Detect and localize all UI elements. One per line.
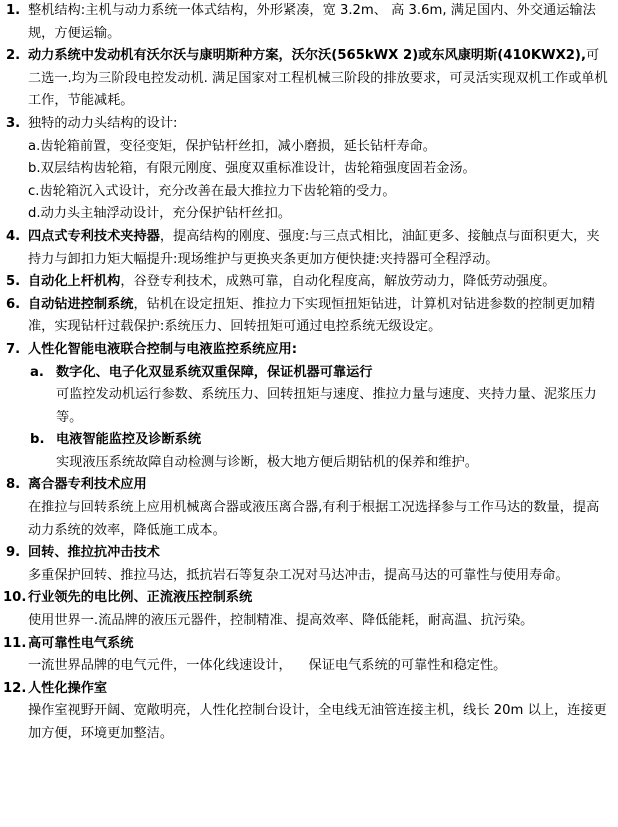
item-text: 使用世界一.流品牌的液压元器件，控制精准、提高效率、降低能耗，耐高温、抗污染。 <box>28 613 534 629</box>
sub-item-text: 实现液压系统故障自动检测与诊断，极大地方便后期钻机的保养和维护。 <box>56 454 478 470</box>
sub-line: b.双层结构齿轮箱，有限元刚度、强度双重标准设计，齿轮箱强度固若金汤。 <box>28 161 476 177</box>
sub-line: a.齿轮箱前置，变径变矩，保护钻杆丝扣，减小磨损，延长钻杆寿命。 <box>28 138 436 154</box>
list-item <box>0 226 618 271</box>
item-text: 一流世界品牌的电气元件，一体化线速设计， 保证电气系统的可靠性和稳定性。 <box>28 658 507 674</box>
list-item <box>0 587 618 632</box>
list-item <box>0 474 618 542</box>
item-text: 操作室视野开阔、宽敞明亮，人性化控制台设计，全电线无油管连接主机，线长 20m 以上，连接更加方便，环境更加整洁。 <box>28 703 607 741</box>
list-item <box>0 271 618 294</box>
item-text: ，钻机在设定扭矩、推拉力下实现恒扭矩钻进，计算机对钻进参数的控制更加精准，实现钻杆过载保护:系统压力、回转扭矩可通过电控系统无级设定。 <box>28 296 596 335</box>
item-number: 1. <box>6 3 21 18</box>
item-text: 多重保护回转、推拉马达，抵抗岩石等复杂工况对马达冲击，提高马达的可靠性与使用寿命。 <box>28 567 569 583</box>
list-item <box>0 542 618 587</box>
sub-list-item <box>0 429 618 474</box>
list-item <box>0 339 618 362</box>
sub-line: c.齿轮箱沉入式设计，充分改善在最大推拉力下齿轮箱的受力。 <box>28 183 396 199</box>
item-text: ，提高结构的刚度、强度:与三点式相比，油缸更多、接触点与面积更大，夹持力与卸扣力矩大幅提升:现场维护与更换夹条更加方便快捷:夹持器可全程浮动。 <box>28 228 600 267</box>
item-heading: 动力系统中发动机有沃尔沃与康明斯种方案，沃尔沃(565kWX 2)或东风康明斯(410KWX2), <box>28 48 586 64</box>
sub-item-text: 可监控发动机运行参数、系统压力、回转扭矩与速度、推拉力量与速度、夹持力量、泥浆压力等。 <box>56 387 597 425</box>
item-heading: 自动化上杆机构 <box>28 274 121 290</box>
item-heading: 人性化智能电液联合控制与电液监控系统应用: <box>28 341 298 357</box>
item-number: 2. <box>6 48 21 64</box>
item-text: 可二选一.均为三阶段电控发动机. 满足国家对工程机械三阶段的排放要求，可灵活实现双机工作或单机工作，节能减耗。 <box>28 48 608 109</box>
item-number: 12. <box>3 680 27 696</box>
item-number: 11. <box>3 635 27 651</box>
item-heading: 四点式专利技术夹持器 <box>28 228 160 244</box>
sub-line: d.动力头主轴浮动设计，充分保护钻杆丝扣。 <box>28 206 292 222</box>
sub-item-heading: 电液智能监控及诊断系统 <box>56 432 202 448</box>
item-number: 10. <box>3 590 27 606</box>
item-number: 7. <box>6 341 21 357</box>
sub-item-letter: a. <box>30 364 44 380</box>
item-heading: 自动钻进控制系统 <box>28 296 134 312</box>
list-item <box>0 45 618 113</box>
item-heading: 高可靠性电气系统 <box>28 635 134 651</box>
sub-list-item <box>0 362 618 430</box>
list-item <box>0 113 618 226</box>
item-text: 在推拉与回转系统上应用机械离合器或液压离合器,有利于根据工况选择参与工作马达的数量，提高动力系统的效率，降低施工成本。 <box>28 500 600 538</box>
item-text: 整机结构:主机与动力系统一体式结构，外形紧凑，宽 3.2m、 高 3.6m, 满足国内、外交通运输法规，方便运输。 <box>28 3 596 41</box>
item-number: 5. <box>6 274 21 290</box>
item-text: ，谷登专利技术，成熟可靠，自动化程度高，解放劳动力，降低劳动强度。 <box>120 274 556 290</box>
list-item <box>0 633 618 678</box>
item-number: 8. <box>6 477 21 493</box>
sub-item-heading: 数字化、电子化双显系统双重保障，保证机器可靠运行 <box>56 364 373 380</box>
item-number: 6. <box>6 296 21 312</box>
item-heading: 离合器专利技术应用 <box>28 477 147 493</box>
item-text: 独特的动力头结构的设计: <box>28 115 178 131</box>
item-heading: 回转、推拉抗冲击技术 <box>28 545 160 561</box>
sub-item-letter: b. <box>30 432 45 448</box>
list-item <box>0 678 618 746</box>
item-number: 9. <box>6 545 21 561</box>
item-number: 4. <box>6 228 21 244</box>
item-heading: 人性化操作室 <box>28 680 108 696</box>
item-number: 3. <box>6 115 21 131</box>
list-item <box>0 294 618 339</box>
list-item <box>0 0 618 45</box>
item-heading: 行业领先的电比例、正流液压控制系统 <box>28 590 253 606</box>
